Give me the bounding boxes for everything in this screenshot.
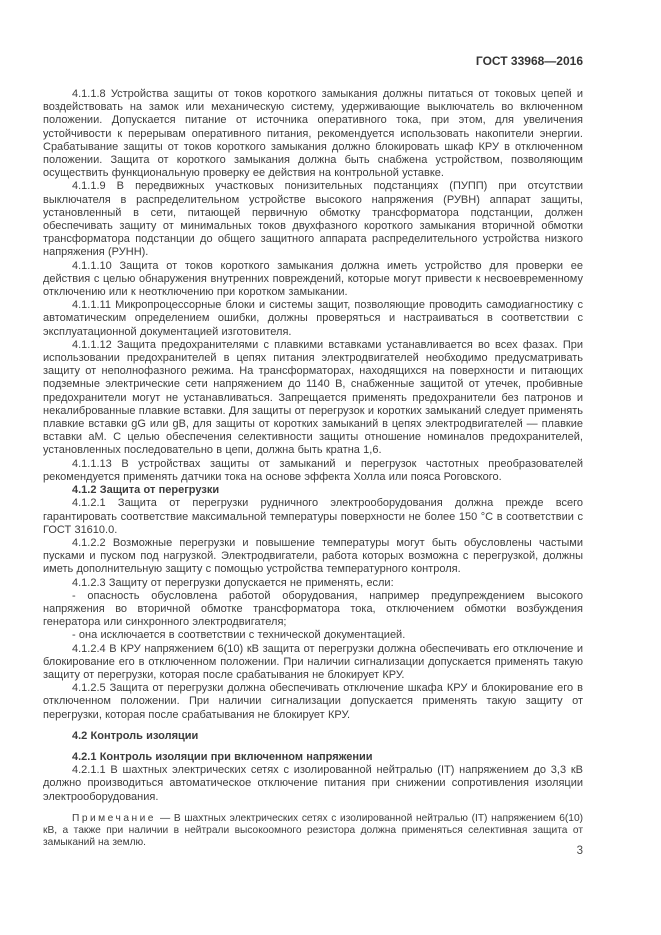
- list-item-overload-exception-1: - опасность обусловлена работой оборудования, например предупреждением высокого напряжения во вторичной обмотке трансформатора тока, отключением обмотки возбуждения генератора или синхронного электродвигателя;: [43, 589, 583, 629]
- note: [43, 813, 583, 850]
- clause-4-1-1-13: 4.1.1.13 В устройствах защиты от замыканий и перегрузок частотных преобразователей рекомендуется применять датчики тока на основе эффекта Холла или пояса Роговского.: [43, 457, 583, 483]
- clause-4-1-1-11: 4.1.1.11 Микропроцессорные блоки и системы защит, позволяющие проводить самодиагностику с автоматическим определением ошибки, должны проверяться и настраиваться в соответствии с эксплуатационной документацией изготовителя.: [43, 299, 583, 338]
- section-heading-4-2-1: 4.2.1 Контроль изоляции при включенном напряжении: [72, 750, 373, 763]
- clause-4-2-1-1: 4.2.1.1 В шахтных электрических сетях с изолированной нейтралью (IT) напряжением до 3,3 кВ должно производиться автоматическое отключение питания при снижении сопротивления изоляции электрооборудования.: [43, 764, 583, 803]
- list-item-overload-exception-2: - она исключается в соответствии с технической документацией.: [72, 629, 406, 642]
- page-number: 3: [576, 845, 583, 857]
- clause-4-1-2-5: 4.1.2.5 Защита от перегрузки должна обеспечивать отключение шкафа КРУ и блокирование его в отключенном положении. При наличии сигнализации допускается применять такую защиту от перегрузки, которая после срабатывания не блокирует КРУ.: [43, 682, 583, 721]
- note-text: — В шахтных электрических сетях с изолированной нейтралью (IT) напряжением 6(10) кВ, а также при наличии в нейтрали высокоомного резистора должна применяться селективная защита от замыканий на землю.: [43, 812, 583, 849]
- section-heading-4-1-2: 4.1.2 Защита от перегрузки: [72, 484, 220, 497]
- clause-4-1-2-4: 4.1.2.4 В КРУ напряжением 6(10) кВ защита от перегрузки должна обеспечивать его отключение и блокирование его в отключенном положении. При наличии сигнализации допускается применять такую защиту от перегрузки, которая после срабатывания не блокирует КРУ.: [43, 642, 583, 681]
- clause-4-1-1-10: 4.1.1.10 Защита от токов короткого замыкания должна иметь устройство для проверки ее действия с целью обнаружения внутренних повреждений, которые могут привести к несвоевременному отключению или к неотключению при коротком замыкании.: [43, 259, 583, 299]
- clause-4-1-1-8: 4.1.1.8 Устройства защиты от токов короткого замыкания должны питаться от токовых цепей и воздействовать на замок или механическую систему, удерживающие выключатель во включенном положении. Допускается питание от источника оперативного тока, при этом, для увеличения устойчивости к перерывам оперативного питания, рекомендуется использовать накопители энергии. Срабатывание защиты от токов короткого замыкания должно блокировать шкаф КРУ в отключенном положении. Защита от короткого замыкания должна быть снабжена устройством, позволяющим осуществить функциональную проверку ее действия на контрольной уставке.: [43, 88, 583, 180]
- clause-4-1-1-12: 4.1.1.12 Защита предохранителями с плавкими вставками устанавливается во всех фазах. При использовании предохранителей в цепях питания электродвигателей необходимо предусматривать защиту от неполнофазного режима. На трансформаторах, находящихся на поверхности и питающих подземные электрические сети напряжением до 1140 В, снабженные защитой от утечек, пробивные предохранители могут не устанавливаться. Запрещается применять предохранители без патронов и некалиброванные плавкие вставки. Для защиты от перегрузок и коротких замыканий следует применять плавкие вставки gG или gB, для защиты от коротких замыканий в цепях электродвигателей — плавкие вставки аМ. С целью обеспечения селективности защиты отношение номиналов предохранителей, установленных последовательно в цепи, должна быть кратна 1,6.: [43, 338, 583, 457]
- clause-4-1-1-9: 4.1.1.9 В передвижных участковых понизительных подстанциях (ПУПП) при отсутствии выключателя в распределительном устройстве высокого напряжения (РУВН) аппарат защиты, установленный в сети, питающей первичную обмотку трансформатора подстанции, должен обеспечивать защиту от минимальных токов двухфазного короткого замыкания вторичной обмотки трансформатора подстанции до общего защитного аппарата распределительного устройства низкого напряжения (РУНН).: [43, 180, 583, 259]
- note-label: Примечание: [72, 812, 156, 824]
- document-content: [43, 88, 583, 849]
- clause-4-1-2-3: 4.1.2.3 Защиту от перегрузки допускается не применять, если:: [72, 576, 394, 589]
- section-heading-4-2: 4.2 Контроль изоляции: [72, 729, 199, 742]
- clause-4-1-2-1: 4.1.2.1 Защита от перегрузки рудничного электрооборудования должна прежде всего гарантировать соответствие максимальной температуры поверхности не более 150 °С в соответствии с ГОСТ 31610.0.: [43, 497, 583, 536]
- clause-4-1-2-2: 4.1.2.2 Возможные перегрузки и повышение температуры могут быть обусловлены частыми пусками и пуском под нагрузкой. Электродвигатели, работа которых возможна с перегрузкой, должны иметь дополнительную защиту с помощью устройства температурного контроля.: [43, 536, 583, 576]
- standard-code-header: ГОСТ 33968—2016: [475, 54, 583, 68]
